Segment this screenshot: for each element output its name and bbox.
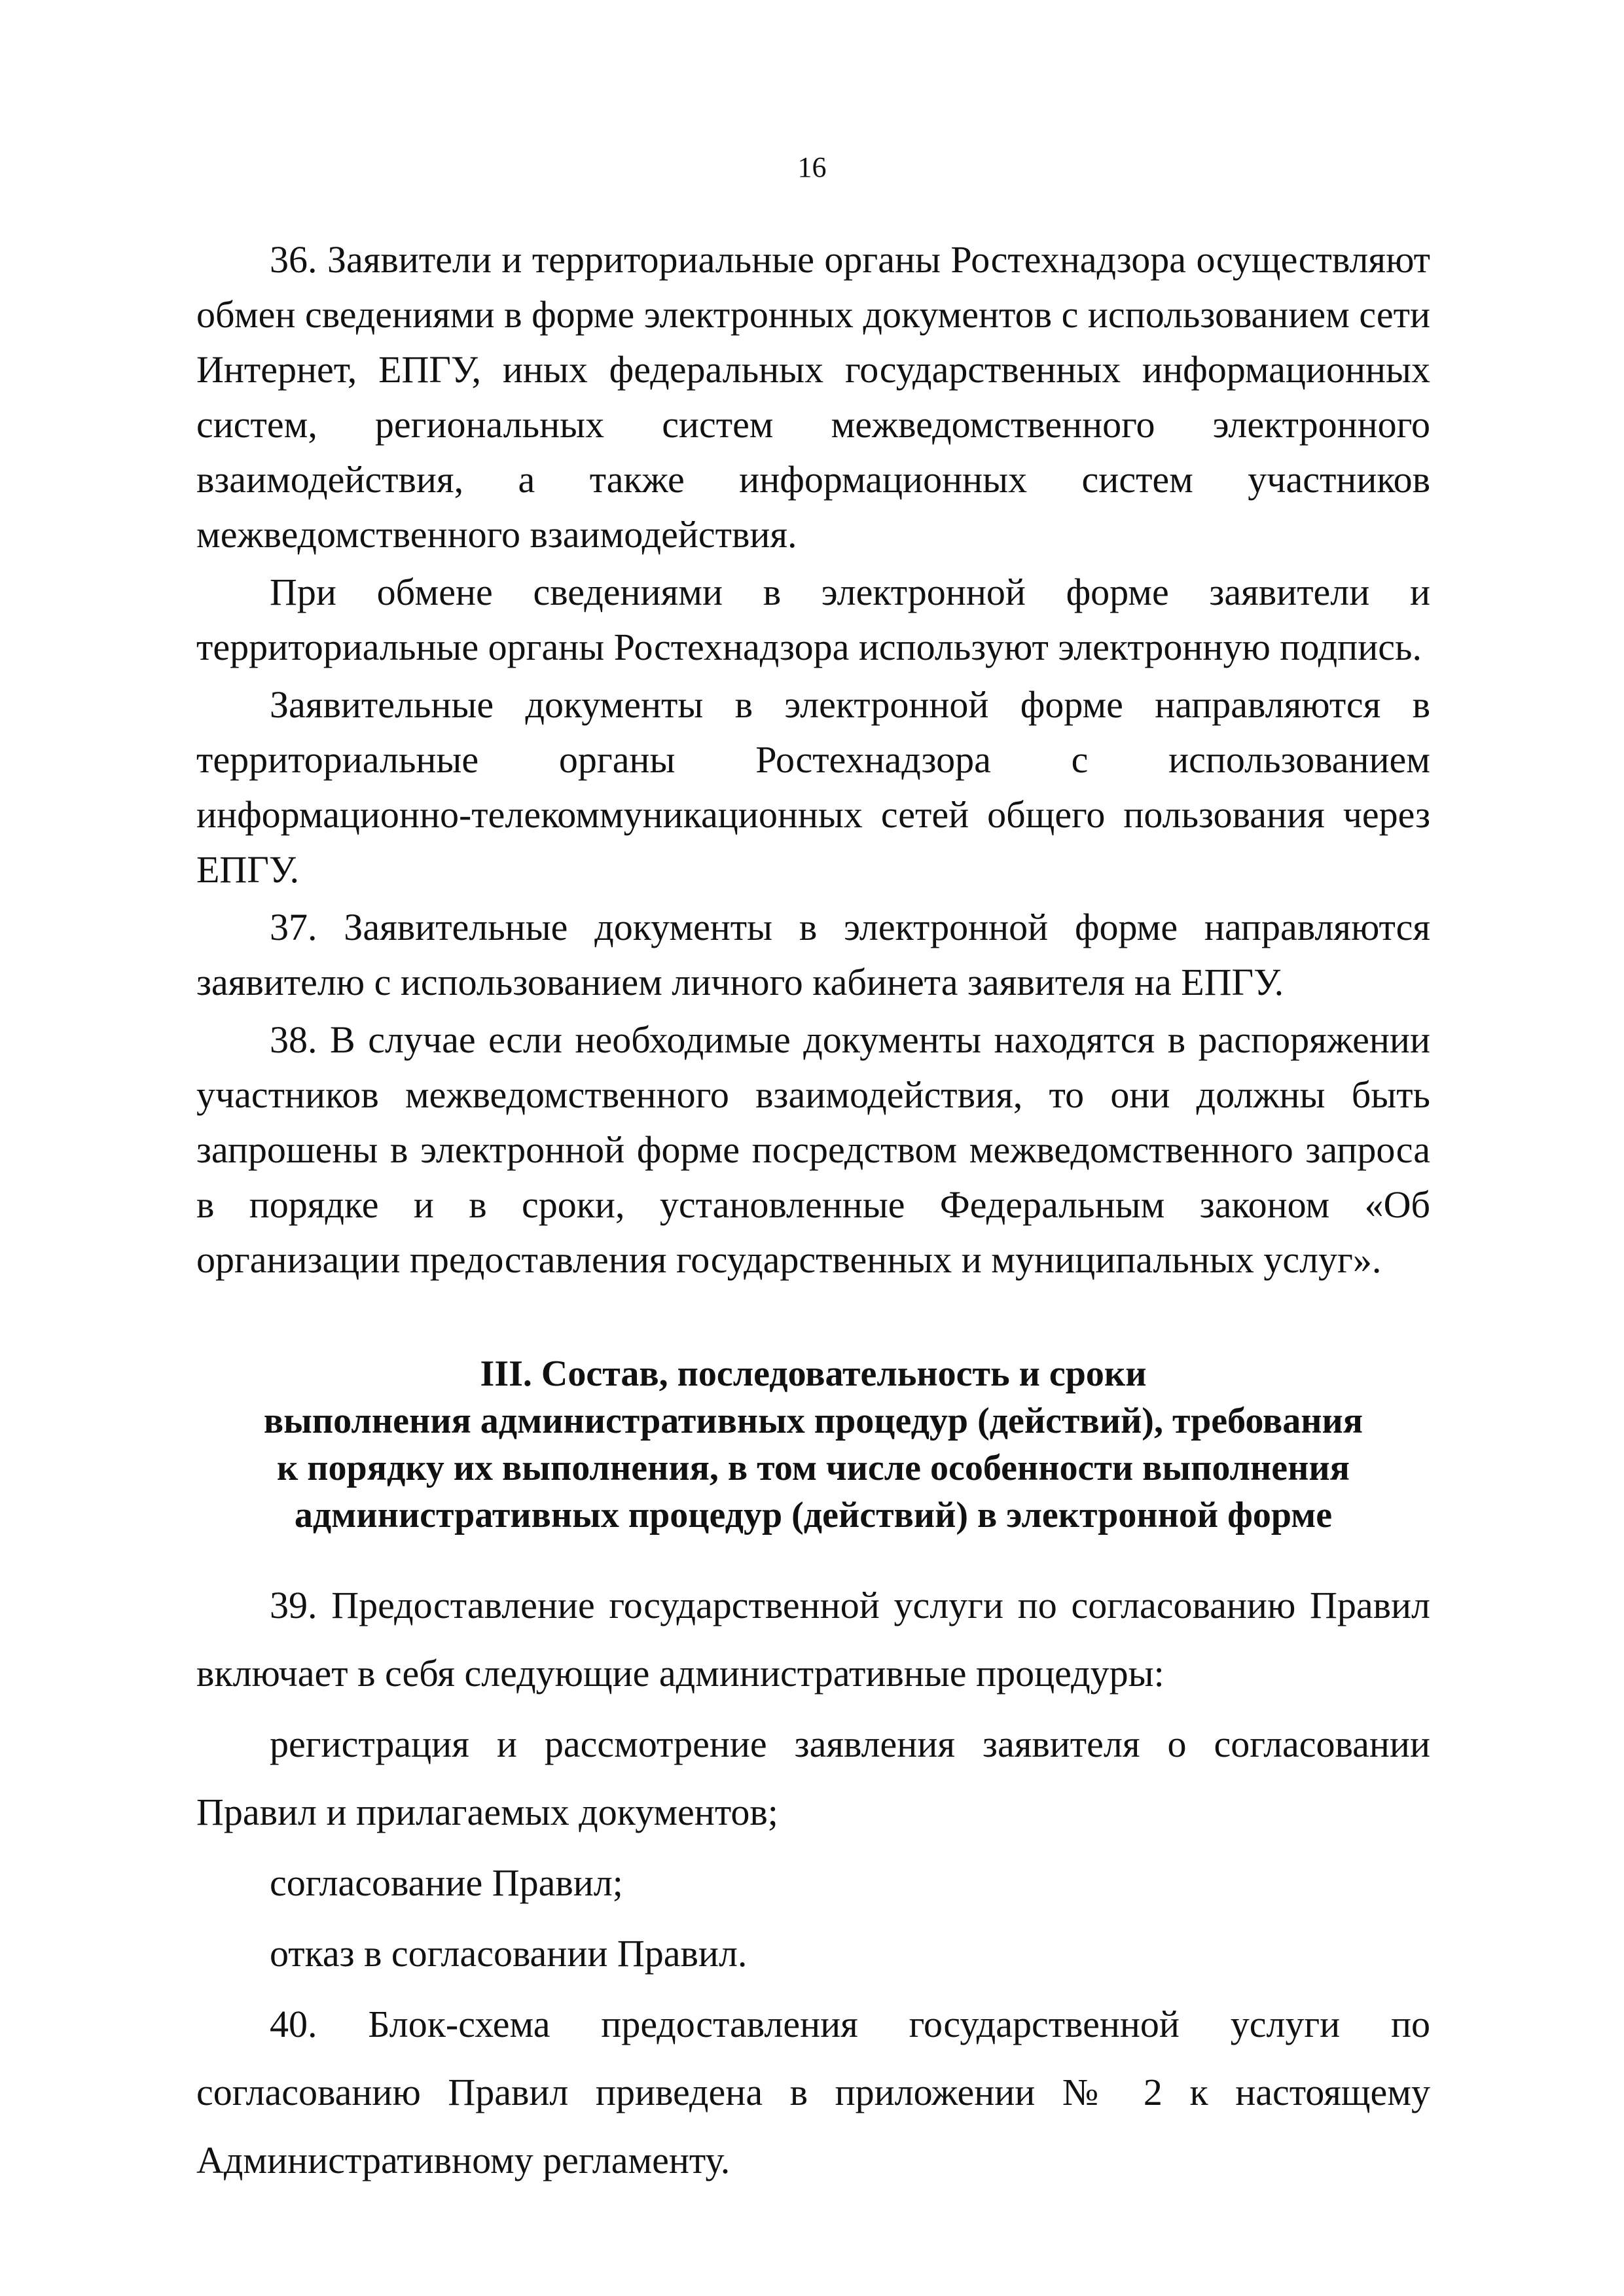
list-item-registration: регистрация и рассмотрение заявления заявителя о согласовании Правил и прилагаемых документов; xyxy=(196,1723,1430,1833)
paragraph-36: 36. Заявители и территориальные органы Ростехнадзора осуществляют обмен сведениями в форме электронных документов с использованием сети Интернет, ЕПГУ, иных федеральных государственных информационных систем, региональных систем межведомственного электронного взаимодействия, а также информационных систем участников межведомственного взаимодействия. xyxy=(196,238,1430,556)
section-heading-line: административных процедур (действий) в электронной форме xyxy=(294,1495,1333,1535)
page-number: 16 xyxy=(797,151,827,183)
paragraph-applicant-documents: Заявительные документы в электронной форме направляются в территориальные органы Ростехнадзора с использованием информационно-телекоммуникационных сетей общего пользования через ЕПГУ. xyxy=(196,683,1430,891)
section-heading-line: к порядку их выполнения, в том числе особенности выполнения xyxy=(277,1448,1350,1488)
paragraph-37: 37. Заявительные документы в электронной форме направляются заявителю с использованием личного кабинета заявителя на ЕПГУ. xyxy=(196,906,1430,1003)
paragraph-39: 39. Предоставление государственной услуги по согласованию Правил включает в себя следующие административные процедуры: xyxy=(196,1584,1430,1695)
paragraph-electronic-signature: При обмене сведениями в электронной форме заявители и территориальные органы Ростехнадзора используют электронную подпись. xyxy=(196,571,1430,668)
list-item-approval: согласование Правил; xyxy=(270,1861,623,1904)
section-heading-line: III. Состав, последовательность и сроки xyxy=(480,1354,1147,1394)
document-body xyxy=(196,232,1430,2197)
paragraph-38: 38. В случае если необходимые документы находятся в распоряжении участников межведомственного взаимодействия, то они должны быть запрошены в электронной форме посредством межведомственного запроса в порядке и в сроки, установленные Федеральным законом «Об организации предоставления государственных и муниципальных услуг». xyxy=(196,1018,1430,1281)
list-item-refusal: отказ в согласовании Правил. xyxy=(270,1932,748,1975)
section-heading-line: выполнения административных процедур (действий), требования xyxy=(263,1401,1363,1441)
paragraph-40: 40. Блок-схема предоставления государственной услуги по согласованию Правил приведена в приложении № 2 к настоящему Административному регламенту. xyxy=(196,2003,1430,2181)
section-heading xyxy=(196,1350,1430,1539)
